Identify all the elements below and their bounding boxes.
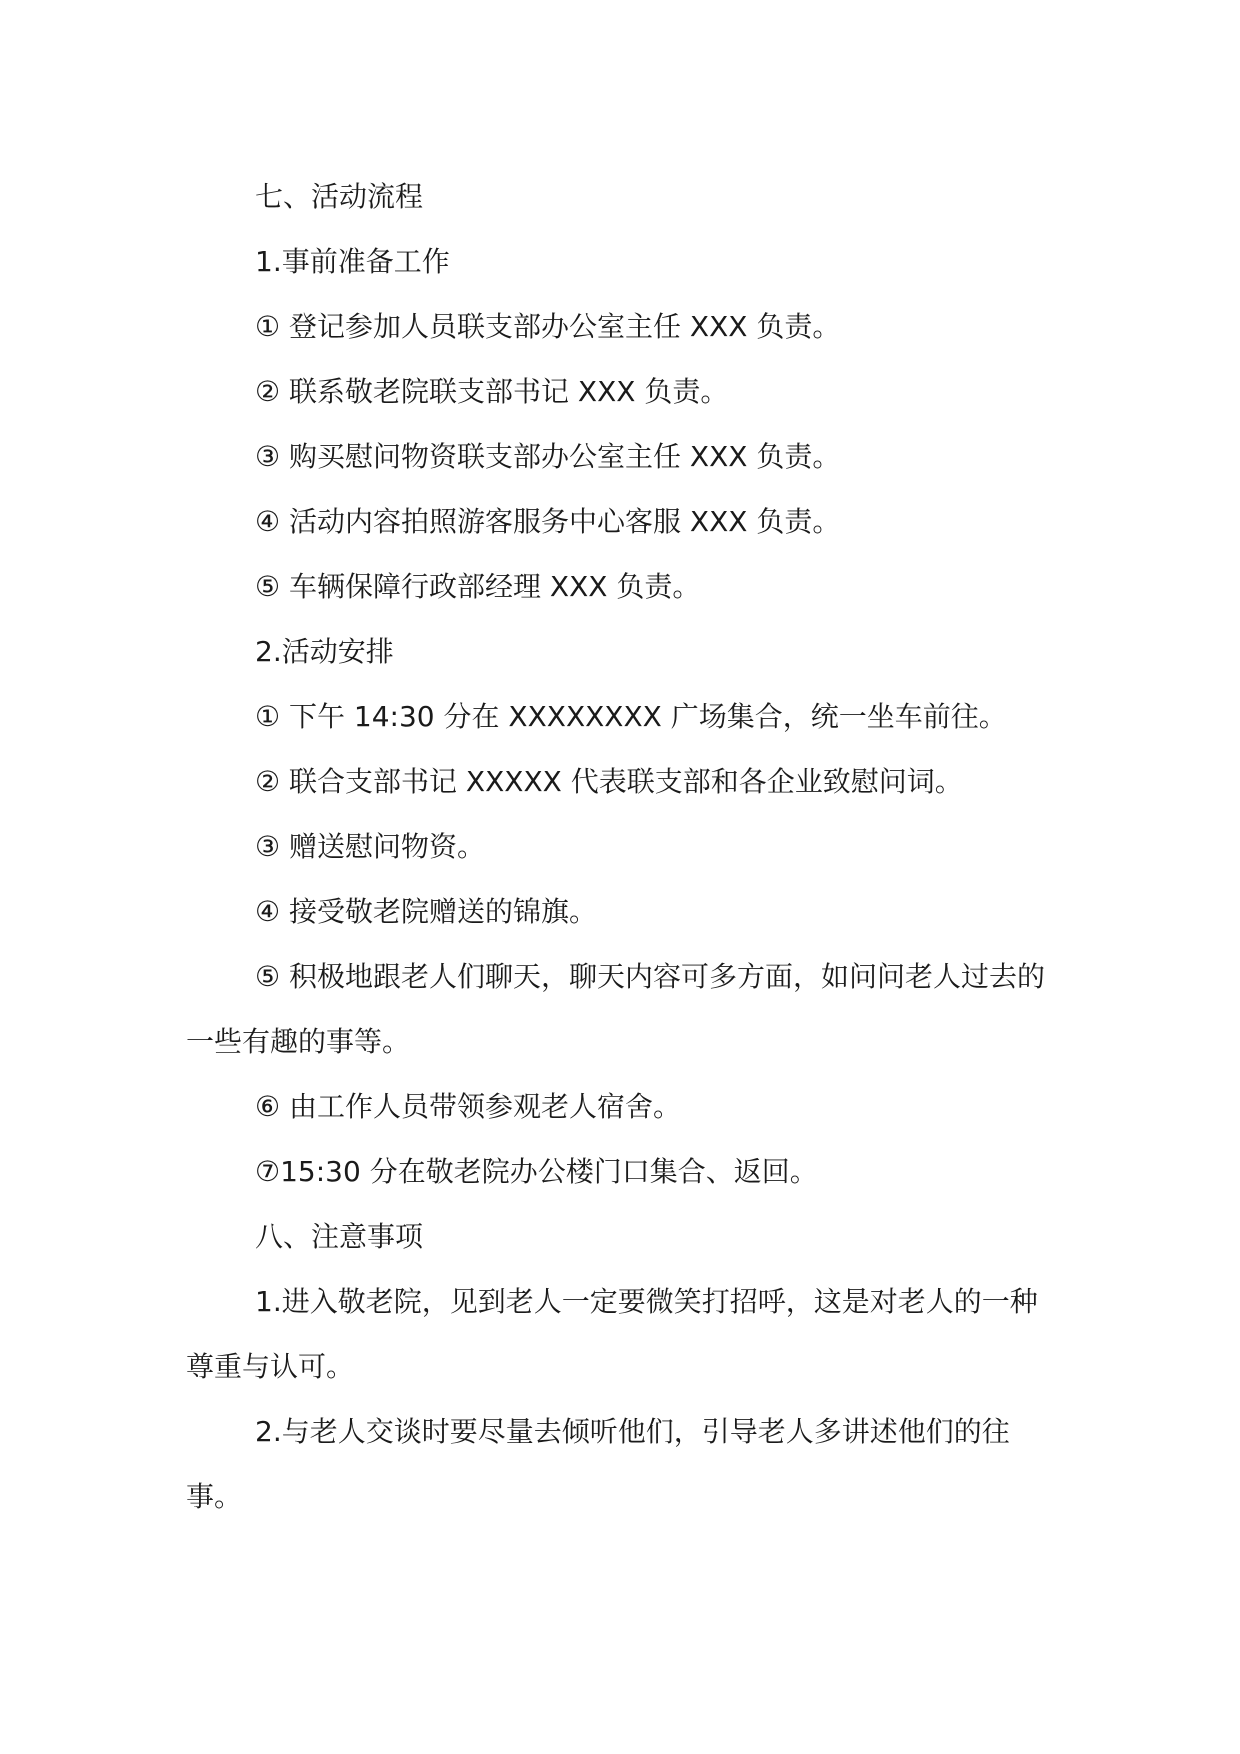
- list-item: ④ 接受敬老院赠送的锦旗。: [255, 895, 598, 928]
- list-item: ③ 赠送慰问物资。: [255, 830, 486, 863]
- list-item: ⑤ 车辆保障行政部经理 XXX 负责。: [255, 570, 701, 603]
- list-item: ② 联合支部书记 XXXXX 代表联支部和各企业致慰问词。: [255, 765, 963, 798]
- subheading-preparation: 1.事前准备工作: [255, 245, 450, 278]
- list-item: ① 下午 14:30 分在 XXXXXXXX 广场集合，统一坐车前往。: [255, 700, 1007, 733]
- section-heading-notes: 八、注意事项: [255, 1220, 424, 1253]
- document-body: [186, 164, 1056, 1529]
- section-heading-process: 七、活动流程: [255, 180, 424, 213]
- note-item: 2.与老人交谈时要尽量去倾听他们，引导老人多讲述他们的往事。: [186, 1415, 1010, 1513]
- list-item: ① 登记参加人员联支部办公室主任 XXX 负责。: [255, 310, 841, 343]
- list-item: ⑤ 积极地跟老人们聊天，聊天内容可多方面，如问问老人过去的一些有趣的事等。: [186, 960, 1046, 1058]
- list-item: ④ 活动内容拍照游客服务中心客服 XXX 负责。: [255, 505, 841, 538]
- note-item: 1.进入敬老院，见到老人一定要微笑打招呼，这是对老人的一种尊重与认可。: [186, 1285, 1038, 1383]
- list-item: ⑦15:30 分在敬老院办公楼门口集合、返回。: [255, 1155, 818, 1188]
- list-item: ② 联系敬老院联支部书记 XXX 负责。: [255, 375, 729, 408]
- list-item: ⑥ 由工作人员带领参观老人宿舍。: [255, 1090, 682, 1123]
- subheading-arrangement: 2.活动安排: [255, 635, 394, 668]
- list-item: ③ 购买慰问物资联支部办公室主任 XXX 负责。: [255, 440, 841, 473]
